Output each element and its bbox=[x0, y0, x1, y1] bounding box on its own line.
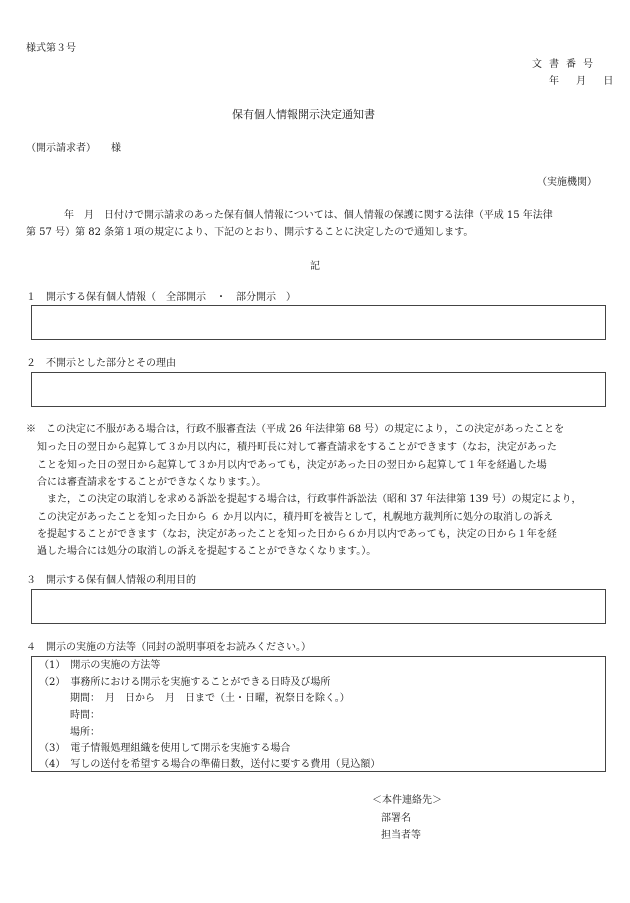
method-period: 期間： 月 日から 月 日まで（土・日曜，祝祭日を除く。） bbox=[70, 693, 350, 704]
date-label: 年 月 日 bbox=[549, 76, 621, 87]
section-3-label: ３ 開示する保有個人情報の利用目的 bbox=[26, 575, 196, 586]
intro-line-2: 第 57 号）第 82 条第１項の規定により、下記のとおり、開示することに決定したので通知します。 bbox=[26, 227, 474, 238]
ki-heading: 記 bbox=[310, 261, 320, 272]
form-number: 様式第３号 bbox=[26, 43, 76, 54]
section-3-box bbox=[31, 589, 606, 624]
notice-line-1: ※ この決定に不服がある場合は，行政不服審査法（平成 26 年法律第 68 号）の規定により，この決定があったことを bbox=[26, 424, 565, 435]
notice-line-2: 知った日の翌日から起算して３か月以内に，積丹町長に対して審査請求をすることができます（なお，決定があった bbox=[37, 442, 557, 453]
agency-label: （実施機関） bbox=[537, 177, 597, 188]
method-item-4: （4） 写しの送付を希望する場合の準備日数，送付に要する費用（見込額） bbox=[39, 759, 381, 770]
contact-heading: ＜本件連絡先＞ bbox=[372, 795, 442, 806]
notice-line-4: 合には審査請求をすることができなくなります。）。 bbox=[37, 477, 267, 488]
method-place: 場所： bbox=[70, 727, 100, 738]
contact-person: 担当者等 bbox=[381, 830, 421, 841]
section-2-box bbox=[31, 372, 606, 407]
notice-line-5: また，この決定の取消しを求める訴訟を提起する場合は，行政事件訴訟法（昭和 37 年法律第 139 号）の規定により， bbox=[47, 494, 582, 505]
section-1-label: １ 開示する保有個人情報（ 全部開示 ・ 部分開示 ） bbox=[26, 292, 296, 303]
document-title: 保有個人情報開示決定通知書 bbox=[232, 108, 375, 121]
section-1-box bbox=[31, 305, 606, 340]
intro-line-1: 年 月 日付けで開示請求のあった保有個人情報については、個人情報の保護に関する法律（平成 15 年法律 bbox=[64, 210, 553, 221]
document-number-label: 文書番号 bbox=[532, 59, 600, 70]
notice-line-7: を提起することができます（なお，決定があったことを知った日から６か月以内であっても，決定の日から１年を経 bbox=[37, 529, 557, 540]
notice-line-8: 過した場合には処分の取消しの訴えを提起することができなくなります。）。 bbox=[37, 546, 377, 557]
section-4-label: ４ 開示の実施の方法等（同封の説明事項をお読みください。） bbox=[26, 642, 311, 653]
method-item-2: （2） 事務所における開示を実施することができる日時及び場所 bbox=[39, 677, 331, 688]
notice-line-6: この決定があったことを知った日から ６ か月以内に，積丹町を被告として，札幌地方裁判所に処分の取消しの訴え bbox=[37, 512, 554, 523]
method-item-1: （1） 開示の実施の方法等 bbox=[39, 660, 161, 671]
method-time: 時間： bbox=[70, 710, 100, 721]
contact-dept: 部署名 bbox=[381, 813, 411, 824]
recipient-line: （開示請求者） 様 bbox=[26, 143, 121, 154]
section-2-label: ２ 不開示とした部分とその理由 bbox=[26, 358, 176, 369]
notice-line-3: ことを知った日の翌日から起算して３か月以内であっても，決定があった日の翌日から起算して１年を経過した場 bbox=[37, 460, 547, 471]
method-item-3: （3） 電子情報処理組織を使用して開示を実施する場合 bbox=[39, 743, 291, 754]
